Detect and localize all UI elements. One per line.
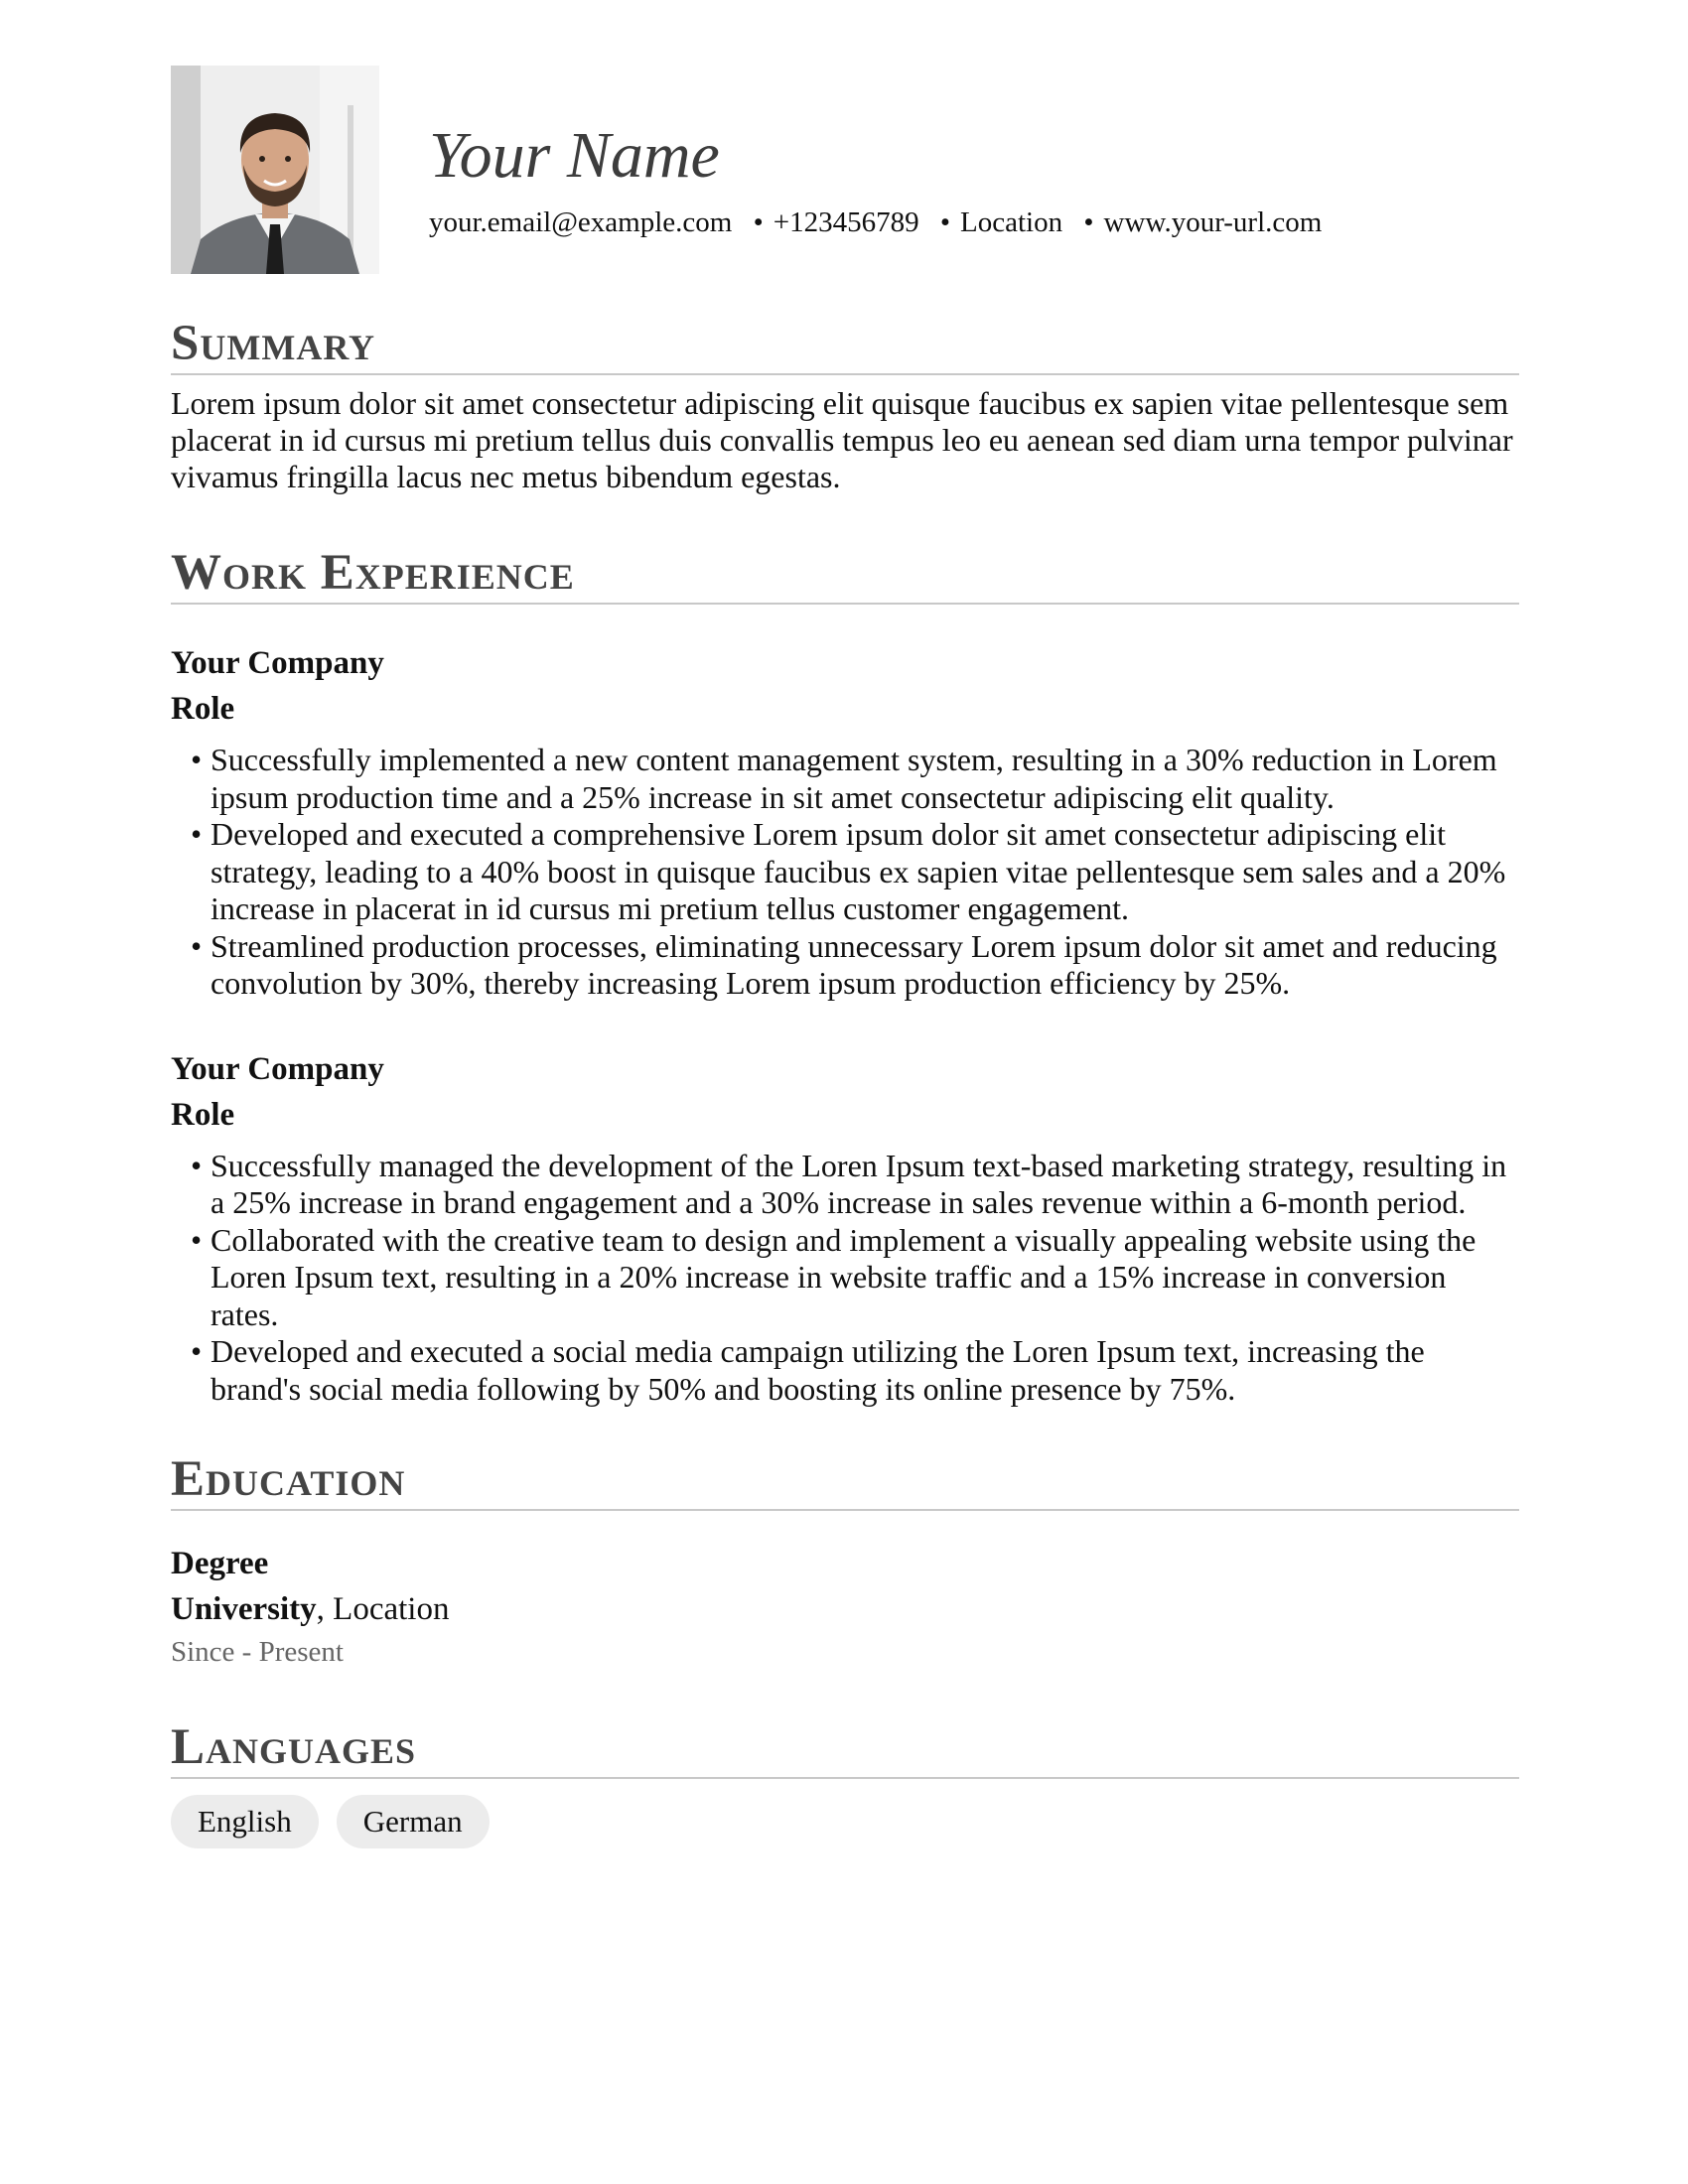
bullet-text: Successfully managed the development of the Loren Ipsum text-based marketing strategy, resulting in a 25% increase in brand engagement and a 30% increase in sales revenue within a 6-month period. bbox=[211, 1147, 1507, 1220]
company-name: Your Company bbox=[171, 645, 384, 681]
section-divider bbox=[171, 1509, 1519, 1511]
job-role: Role bbox=[171, 1096, 235, 1133]
bullet-dot: • bbox=[191, 1333, 203, 1369]
bullet-dot: • bbox=[191, 742, 203, 777]
bullet-item bbox=[191, 742, 1519, 816]
section-divider bbox=[171, 373, 1519, 375]
section-title-work-experience: Work Experience bbox=[171, 545, 575, 601]
section-divider bbox=[171, 1777, 1519, 1779]
bullet-item bbox=[191, 1147, 1519, 1222]
section-title-education: Education bbox=[171, 1451, 406, 1507]
section-divider bbox=[171, 603, 1519, 605]
bullet-text: Developed and executed a social media campaign utilizing the Loren Ipsum text, increasing the brand's social media following by 50% and boosting its online presence by 75%. bbox=[211, 1333, 1425, 1407]
contact-website[interactable]: www.your-url.com bbox=[1103, 206, 1323, 238]
summary-text: Lorem ipsum dolor sit amet consectetur adipiscing elit quisque faucibus ex sapien vitae pellentesque sem placerat in id cursus mi pretium tellus duis convallis tempus leo eu aenean sed diam urna tempor pulvinar vivamus fringilla lacus nec metus bibendum egestas. bbox=[171, 385, 1513, 494]
job-entry bbox=[171, 1046, 1519, 1409]
job-entry bbox=[171, 640, 1519, 1003]
job-bullets bbox=[171, 742, 1519, 1003]
bullet-dot: • bbox=[191, 1221, 203, 1258]
language-chip-german: German bbox=[337, 1795, 490, 1848]
bullet-text: Developed and executed a comprehensive Lorem ipsum dolor sit amet consectetur adipiscing elit strategy, leading to a 40% boost in quisque faucibus ex sapien vitae pellentesque sem sales and a 20% increase in placerat in id cursus mi pretium tellus customer engagement. bbox=[211, 816, 1506, 926]
work-experience-section bbox=[171, 545, 1519, 1408]
summary-section bbox=[171, 316, 1519, 495]
languages-section bbox=[171, 1719, 1519, 1848]
bullet-separator: • bbox=[939, 206, 951, 238]
contact-email[interactable]: your.email@example.com bbox=[429, 206, 733, 238]
resume-header bbox=[171, 66, 1519, 274]
bullet-separator: • bbox=[1083, 206, 1094, 238]
bullet-item bbox=[191, 816, 1519, 928]
university-name: University bbox=[171, 1591, 317, 1627]
education-section bbox=[171, 1451, 1519, 1672]
university-line bbox=[171, 1586, 1519, 1632]
contact-phone[interactable]: +123456789 bbox=[773, 206, 919, 238]
job-bullets bbox=[171, 1148, 1519, 1409]
bullet-dot: • bbox=[191, 1147, 203, 1183]
company-name: Your Company bbox=[171, 1050, 384, 1087]
job-role: Role bbox=[171, 691, 235, 727]
degree-name: Degree bbox=[171, 1546, 269, 1581]
language-chips bbox=[171, 1795, 1519, 1848]
bullet-item bbox=[191, 1221, 1519, 1334]
bullet-dot: • bbox=[191, 816, 203, 852]
contact-line bbox=[429, 205, 1322, 240]
bullet-text: Streamlined production processes, eliminating unnecessary Lorem ipsum dolor sit amet and reducing convolution by 30%, thereby increasing Lorem ipsum production efficiency by 25%. bbox=[211, 927, 1497, 1001]
language-chip-english: English bbox=[171, 1795, 319, 1848]
bullet-text: Successfully implemented a new content management system, resulting in a 30% reduction in Lorem ipsum production time and a 25% increase in sit amet consectetur adipiscing elit quality. bbox=[211, 742, 1497, 815]
resume-page bbox=[171, 66, 1519, 1848]
contact-location: Location bbox=[960, 206, 1063, 238]
bullet-separator: • bbox=[753, 206, 764, 238]
university-location: , Location bbox=[316, 1591, 450, 1627]
full-name: Your Name bbox=[429, 119, 720, 192]
education-dates: Since - Present bbox=[171, 1636, 344, 1668]
section-title-languages: Languages bbox=[171, 1719, 417, 1775]
section-title-summary: Summary bbox=[171, 316, 376, 371]
bullet-item bbox=[191, 1333, 1519, 1408]
bullet-text: Collaborated with the creative team to design and implement a visually appealing website using the Loren Ipsum text, resulting in a 20% increase in website traffic and a 15% increase in conversion rates. bbox=[211, 1221, 1477, 1332]
bullet-dot: • bbox=[191, 927, 203, 964]
identity-block bbox=[429, 66, 1322, 240]
bullet-item bbox=[191, 927, 1519, 1003]
profile-photo bbox=[171, 66, 379, 274]
